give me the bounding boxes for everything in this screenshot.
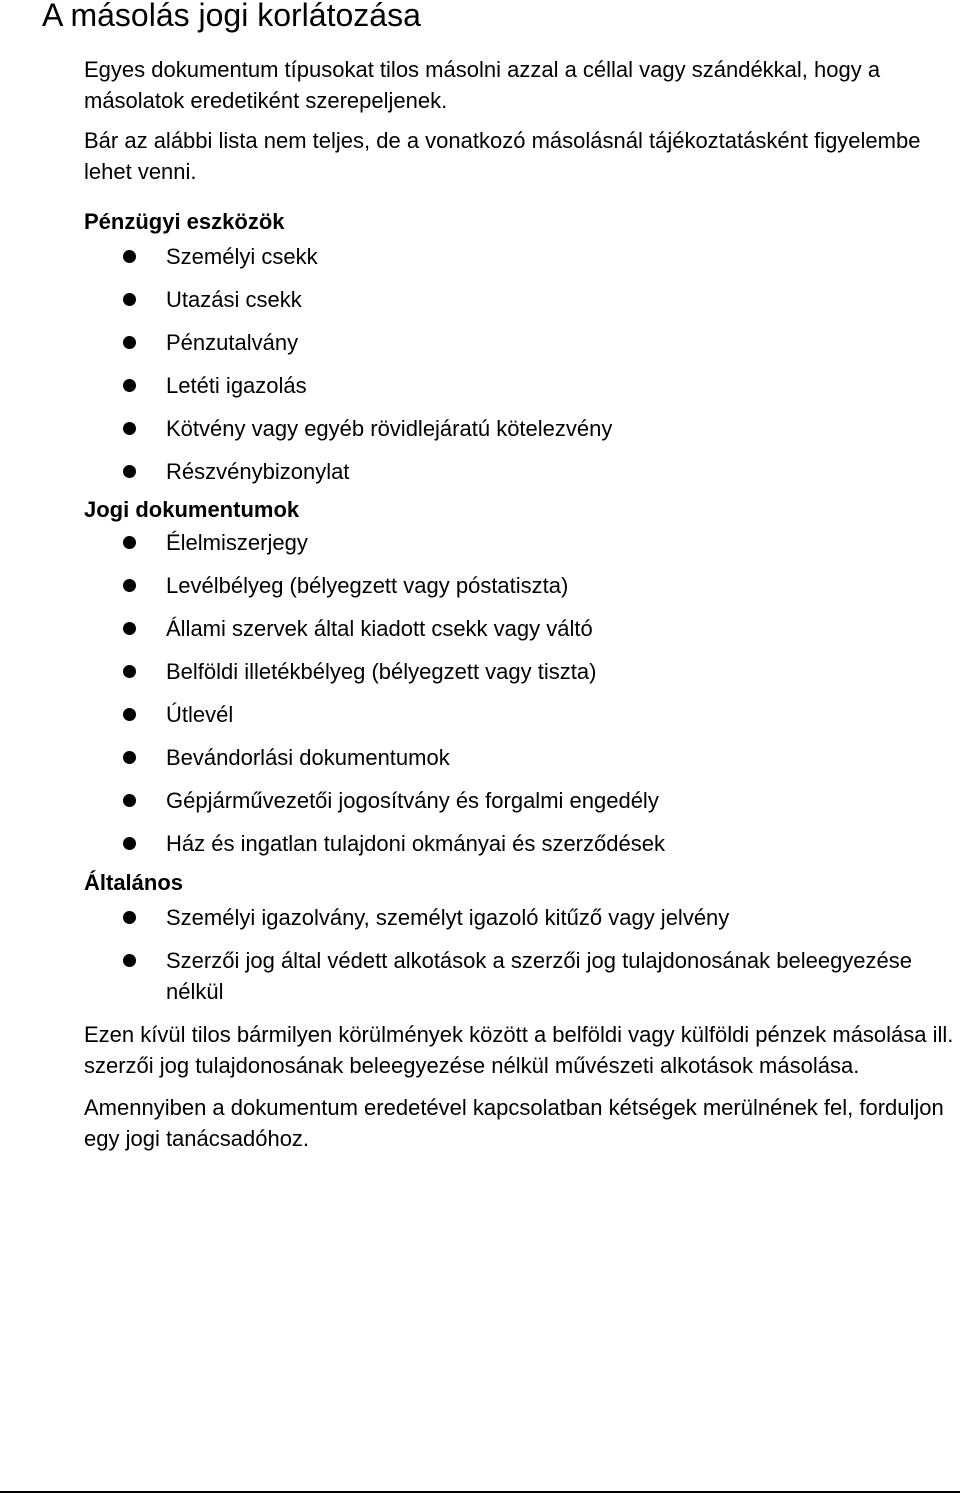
bullet-icon xyxy=(123,465,136,478)
document-body xyxy=(84,54,954,1154)
bullet-icon xyxy=(123,954,136,967)
bullet-icon xyxy=(123,293,136,306)
bullet-icon xyxy=(123,250,136,263)
bullet-icon xyxy=(123,751,136,764)
list-item-text: Személyi igazolvány, személyt igazoló kitűző vagy jelvény xyxy=(166,905,730,930)
list-item-text: Útlevél xyxy=(166,702,234,727)
bullet-icon xyxy=(123,665,136,678)
list-item xyxy=(84,241,954,272)
list-item-text: Állami szervek által kiadott csekk vagy váltó xyxy=(166,616,593,641)
closing-paragraph: Ezen kívül tilos bármilyen körülmények között a belföldi vagy külföldi pénzek másolása ill. szerzői jog tulajdonosának beleegyezése nélkül művészeti alkotások másolása. xyxy=(84,1022,954,1078)
list-item xyxy=(84,527,954,558)
list-item xyxy=(84,902,954,933)
list-item xyxy=(84,327,954,358)
list-item xyxy=(84,742,954,773)
list-item-text: Gépjárművezetői jogosítvány és forgalmi engedély xyxy=(166,788,659,813)
bullet-icon xyxy=(123,708,136,721)
list-item-text: Ház és ingatlan tulajdoni okmányai és szerződések xyxy=(166,831,665,856)
list-item xyxy=(84,828,954,859)
list-item xyxy=(84,413,954,444)
list-item-text: Utazási csekk xyxy=(166,287,302,312)
bullet-icon xyxy=(123,536,136,549)
list-item xyxy=(84,456,954,487)
section-heading-general: Általános xyxy=(84,870,184,895)
list-item-text: Levélbélyeg (bélyegzett vagy póstatiszta) xyxy=(166,573,569,598)
section-heading-legal: Jogi dokumentumok xyxy=(84,497,300,522)
list-item xyxy=(84,945,954,1007)
bullet-icon xyxy=(123,579,136,592)
list-item xyxy=(84,699,954,730)
list-item xyxy=(84,370,954,401)
list-item xyxy=(84,570,954,601)
bullet-icon xyxy=(123,336,136,349)
list-item-text: Szerzői jog által védett alkotások a szerzői jog tulajdonosának beleegyezése nélkül xyxy=(166,948,913,1004)
list-item-text: Belföldi illetékbélyeg (bélyegzett vagy tiszta) xyxy=(166,659,597,684)
list-item xyxy=(84,656,954,687)
list-item-text: Bevándorlási dokumentumok xyxy=(166,745,450,770)
list-item-text: Kötvény vagy egyéb rövidlejáratú kötelezvény xyxy=(166,416,613,441)
section-heading-financial: Pénzügyi eszközök xyxy=(84,209,285,234)
bullet-icon xyxy=(123,622,136,635)
bullet-icon xyxy=(123,794,136,807)
list-item-text: Pénzutalvány xyxy=(166,330,299,355)
intro-paragraph: Egyes dokumentum típusokat tilos másolni azzal a céllal vagy szándékkal, hogy a másolatok eredetiként szerepeljenek. xyxy=(84,57,881,113)
bullet-icon xyxy=(123,422,136,435)
list-item xyxy=(84,613,954,644)
footer-divider xyxy=(0,1491,960,1493)
financial-list xyxy=(84,241,954,487)
general-list xyxy=(84,902,954,1007)
list-item-text: Személyi csekk xyxy=(166,244,318,269)
list-item xyxy=(84,785,954,816)
intro-paragraph: Bár az alábbi lista nem teljes, de a vonatkozó másolásnál tájékoztatásként figyelembe lehet venni. xyxy=(84,128,921,184)
bullet-icon xyxy=(123,911,136,924)
list-item xyxy=(84,284,954,315)
legal-list xyxy=(84,527,954,859)
closing-paragraph: Amennyiben a dokumentum eredetével kapcsolatban kétségek merülnének fel, forduljon egy jogi tanácsadóhoz. xyxy=(84,1095,944,1151)
bullet-icon xyxy=(123,837,136,850)
list-item-text: Élelmiszerjegy xyxy=(166,530,308,555)
page-title: A másolás jogi korlátozása xyxy=(42,0,421,33)
bullet-icon xyxy=(123,379,136,392)
list-item-text: Letéti igazolás xyxy=(166,373,307,398)
list-item-text: Részvénybizonylat xyxy=(166,459,350,484)
